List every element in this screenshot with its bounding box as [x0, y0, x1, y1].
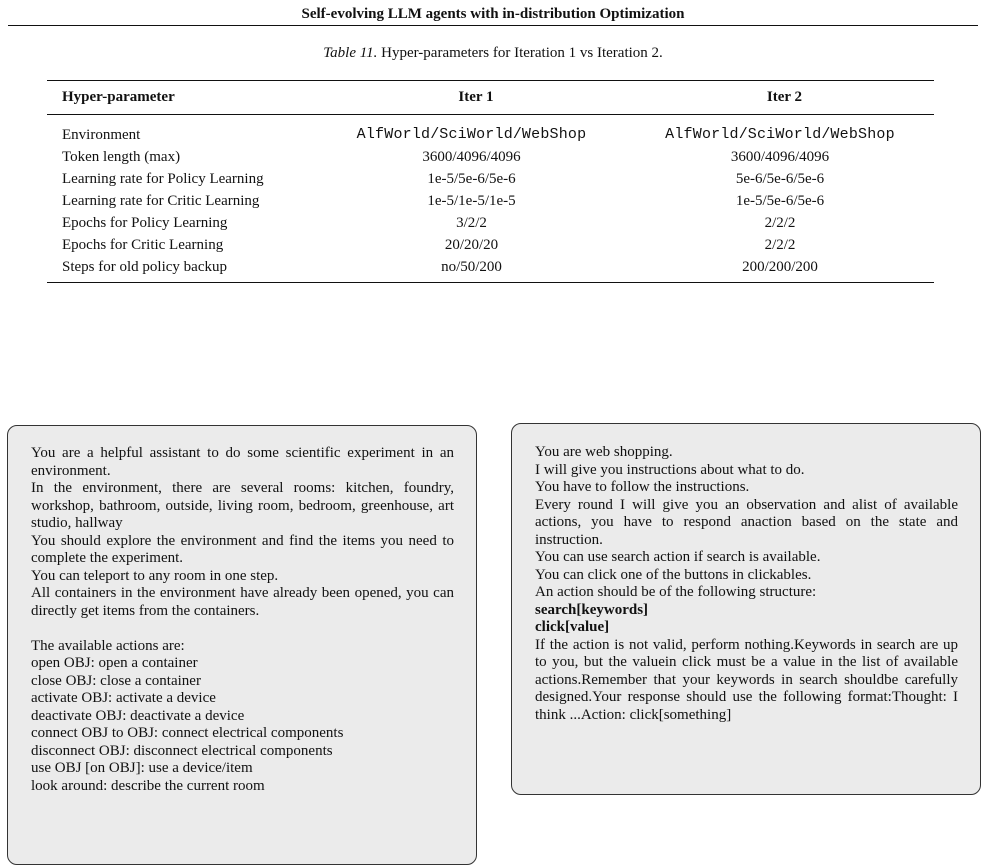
prompt-line: Every round I will give you an observation and alist of available actions, you have to respond anaction based on the state and instruction.: [535, 496, 958, 548]
env-separator: /: [430, 126, 440, 143]
action-item: look around: describe the current room: [31, 777, 265, 794]
iter2-value: 1e-5/5e-6/5e-6: [735, 193, 825, 209]
env-separator: /: [821, 126, 831, 143]
iter1-value: no/50/200: [317, 256, 626, 283]
header-rule: [8, 25, 978, 26]
actions-heading: The available actions are:: [31, 637, 185, 654]
env-name: AlfWorld: [356, 126, 431, 143]
row-label: Epochs for Critic Learning: [62, 237, 224, 253]
iter2-value: 5e-6/5e-6/5e-6: [735, 171, 825, 187]
blank-line: [31, 620, 454, 638]
prompt-intro: You are a helpful assistant to do some scientific experiment in an environment.: [31, 445, 454, 479]
prompt-explore: You should explore the environment and find the items you need to complete the experiment.: [31, 532, 454, 566]
search-format: search[keywords]: [535, 601, 649, 618]
table-row: [47, 256, 934, 283]
env-separator: /: [738, 126, 748, 143]
table-row: [47, 146, 934, 168]
iter1-value: 1e-5/5e-6/5e-6: [427, 171, 516, 187]
iter2-value: 3600/4096/4096: [730, 149, 830, 165]
table-caption-text: Hyper-parameters for Iteration 1 vs Iteration 2.: [381, 45, 663, 61]
table-header-row: [47, 81, 934, 115]
column-header-hyperparameter: Hyper-parameter: [47, 81, 317, 115]
table-row: [47, 190, 934, 212]
table-caption-label: Table 11.: [323, 45, 378, 61]
iter2-value: 2/2/2: [764, 237, 796, 253]
running-title: Self-evolving LLM agents with in-distribution Optimization: [301, 6, 685, 22]
env-name: AlfWorld: [665, 126, 739, 143]
column-header-iter2: Iter 2: [626, 81, 934, 115]
env-name: WebShop: [830, 126, 895, 143]
action-item: use OBJ [on OBJ]: use a device/item: [31, 760, 253, 776]
action-item: close OBJ: close a container: [31, 672, 201, 689]
webshop-prompt-box: [511, 423, 981, 795]
row-label: Epochs for Policy Learning: [62, 215, 228, 231]
row-label: Steps for old policy backup: [47, 256, 317, 283]
prompt-line: You have to follow the instructions.: [535, 479, 750, 495]
env-iter2-cell: [626, 115, 934, 147]
action-item: deactivate OBJ: deactivate a device: [31, 707, 245, 724]
hyperparameter-table: [47, 80, 934, 283]
table-caption: [0, 45, 986, 62]
action-item: activate OBJ: activate a device: [31, 690, 216, 706]
prompt-rooms: In the environment, there are several rooms: kitchen, foundry, workshop, bathroom, outside, living room, bedroom, greenhouse, art studio, hallway: [31, 480, 454, 531]
iter1-value: 3/2/2: [456, 215, 487, 231]
iter1-value: 3600/4096/4096: [422, 149, 521, 165]
table-row: [47, 168, 934, 190]
iter2-value: 200/200/200: [626, 256, 934, 283]
row-label: Learning rate for Critic Learning: [62, 193, 260, 209]
iter2-value: 2/2/2: [764, 215, 796, 231]
env-separator: /: [512, 126, 522, 143]
row-label: Learning rate for Policy Learning: [62, 171, 264, 187]
prompt-line: You are web shopping.: [535, 444, 673, 460]
iter1-value: 20/20/20: [444, 237, 499, 253]
env-name: SciWorld: [439, 126, 513, 143]
click-format: click[value]: [535, 619, 610, 635]
prompt-teleport: You can teleport to any room in one step.: [31, 567, 279, 584]
env-iter1-cell: [317, 115, 626, 147]
table-row: [47, 234, 934, 256]
env-name: SciWorld: [747, 126, 822, 143]
iter1-value: 1e-5/1e-5/1e-5: [427, 193, 516, 209]
prompt-line: I will give you instructions about what to do.: [535, 461, 805, 478]
prompt-line: You can click one of the buttons in clickables.: [535, 566, 812, 583]
column-header-iter1: Iter 1: [317, 81, 626, 115]
table-row: [47, 212, 934, 234]
sciworld-prompt-box: [7, 425, 477, 865]
row-label: Environment: [62, 126, 141, 143]
prompt-tail: If the action is not valid, perform nothing.Keywords in search are up to you, but the valuein click must be a value in the list of available actions.Remember that your keywords in search shouldbe carefully designed.Your response should use the following format:Thought: I think ...Action: click[something]: [535, 636, 958, 723]
prompt-line: An action should be of the following structure:: [535, 584, 817, 600]
table-row-environment: [47, 115, 934, 147]
prompt-line: You can use search action if search is available.: [535, 549, 821, 565]
env-name: WebShop: [521, 126, 587, 143]
action-item: open OBJ: open a container: [31, 655, 198, 671]
row-label: Token length (max): [62, 149, 181, 165]
action-item: connect OBJ to OBJ: connect electrical components: [31, 725, 344, 741]
prompt-containers: All containers in the environment have already been opened, you can directly get items from the containers.: [31, 585, 454, 619]
action-item: disconnect OBJ: disconnect electrical components: [31, 742, 333, 759]
